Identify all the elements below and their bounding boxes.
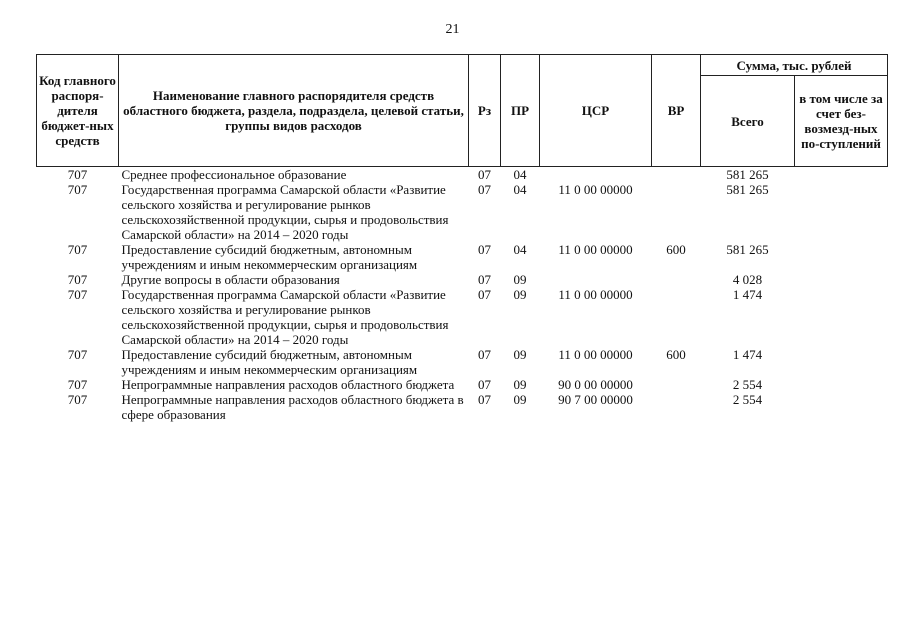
- cell-csr: 11 0 00 00000: [558, 182, 633, 197]
- cell-rz: 07: [478, 182, 491, 197]
- cell-name: Предоставление субсидий бюджетным, автономным учреждениям и иным некоммерческим организациям: [121, 242, 418, 272]
- cell-csr: 11 0 00 00000: [558, 287, 633, 302]
- table-row: [37, 347, 888, 377]
- cell-code: 707: [67, 272, 88, 287]
- cell-csr: 11 0 00 00000: [558, 242, 633, 257]
- cell-pr: 09: [513, 392, 527, 407]
- header-vr: ВР: [652, 55, 701, 167]
- cell-vr: 600: [666, 242, 686, 257]
- cell-total: 581 265: [726, 242, 769, 257]
- cell-name: Государственная программа Самарской области «Развитие сельского хозяйства и регулирование рынков сельскохозяйственной продукции, сырья и продовольствия Самарской области» на 2014 – 2020 годы: [121, 287, 449, 347]
- cell-vr: [652, 287, 701, 347]
- cell-vr: 600: [666, 347, 686, 362]
- cell-rz: 07: [478, 272, 491, 287]
- header-code: Код главного распоря-дителя бюджет-ных средств: [37, 55, 119, 167]
- cell-rz: 07: [478, 347, 491, 362]
- header-name: Наименование главного распорядителя средств областного бюджета, раздела, подраздела, целевой статьи, группы видов расходов: [119, 55, 469, 167]
- cell-vr: [652, 167, 701, 183]
- cell-rz: 07: [478, 242, 491, 257]
- cell-pr: 09: [513, 377, 527, 392]
- cell-name: Другие вопросы в области образования: [121, 272, 340, 287]
- table-row: [37, 167, 888, 183]
- cell-total: 581 265: [726, 182, 769, 197]
- cell-csr: 11 0 00 00000: [558, 347, 633, 362]
- cell-total: 1 474: [732, 347, 763, 362]
- cell-code: 707: [67, 182, 88, 197]
- cell-pr: 04: [513, 242, 527, 257]
- header-total: Всего: [701, 76, 795, 167]
- header-csr: ЦСР: [540, 55, 652, 167]
- header-incl: в том числе за счет без-возмезд-ных по-ступлений: [795, 76, 888, 167]
- table-row: [37, 392, 888, 422]
- cell-total: 2 554: [732, 392, 763, 407]
- cell-csr: 90 7 00 00000: [558, 392, 633, 407]
- cell-incl: [795, 242, 888, 272]
- table-row: [37, 287, 888, 347]
- cell-total: 581 265: [726, 167, 769, 182]
- table-row: [37, 272, 888, 287]
- cell-code: 707: [67, 242, 88, 257]
- cell-rz: 07: [478, 167, 491, 182]
- cell-vr: [652, 272, 701, 287]
- cell-vr: [652, 392, 701, 422]
- cell-csr: [540, 167, 652, 183]
- page-number: 21: [445, 22, 460, 37]
- table-row: [37, 242, 888, 272]
- cell-vr: [652, 377, 701, 392]
- cell-code: 707: [67, 377, 88, 392]
- cell-code: 707: [67, 287, 88, 302]
- cell-total: 1 474: [732, 287, 763, 302]
- cell-incl: [795, 347, 888, 377]
- header-sum: Сумма, тыс. рублей: [701, 55, 888, 76]
- cell-csr: [540, 272, 652, 287]
- cell-total: 2 554: [732, 377, 763, 392]
- cell-rz: 07: [478, 287, 491, 302]
- cell-incl: [795, 272, 888, 287]
- cell-code: 707: [67, 392, 88, 407]
- cell-pr: 04: [513, 167, 527, 182]
- cell-name: Непрограммные направления расходов областного бюджета в сфере образования: [121, 392, 464, 422]
- cell-pr: 09: [513, 347, 527, 362]
- cell-code: 707: [67, 167, 88, 182]
- header-pr: ПР: [501, 55, 540, 167]
- cell-name: Непрограммные направления расходов областного бюджета: [121, 377, 455, 392]
- cell-name: Государственная программа Самарской области «Развитие сельского хозяйства и регулирование рынков сельскохозяйственной продукции, сырья и продовольствия Самарской области» на 2014 – 2020 годы: [121, 182, 449, 242]
- cell-pr: 09: [513, 272, 527, 287]
- cell-incl: [795, 167, 888, 183]
- cell-rz: 07: [478, 392, 491, 407]
- cell-rz: 07: [478, 377, 491, 392]
- cell-name: Среднее профессиональное образование: [121, 167, 347, 182]
- cell-incl: [795, 392, 888, 422]
- table-row: [37, 182, 888, 242]
- cell-incl: [795, 182, 888, 242]
- header-rz: Рз: [469, 55, 501, 167]
- cell-pr: 09: [513, 287, 527, 302]
- cell-vr: [652, 182, 701, 242]
- cell-csr: 90 0 00 00000: [558, 377, 633, 392]
- budget-table: [36, 54, 888, 422]
- table-row: [37, 377, 888, 392]
- cell-code: 707: [67, 347, 88, 362]
- cell-name: Предоставление субсидий бюджетным, автономным учреждениям и иным некоммерческим организациям: [121, 347, 418, 377]
- cell-pr: 04: [513, 182, 527, 197]
- cell-incl: [795, 377, 888, 392]
- table-body: [37, 167, 888, 423]
- cell-total: 4 028: [732, 272, 763, 287]
- cell-incl: [795, 287, 888, 347]
- table-header: [37, 55, 888, 167]
